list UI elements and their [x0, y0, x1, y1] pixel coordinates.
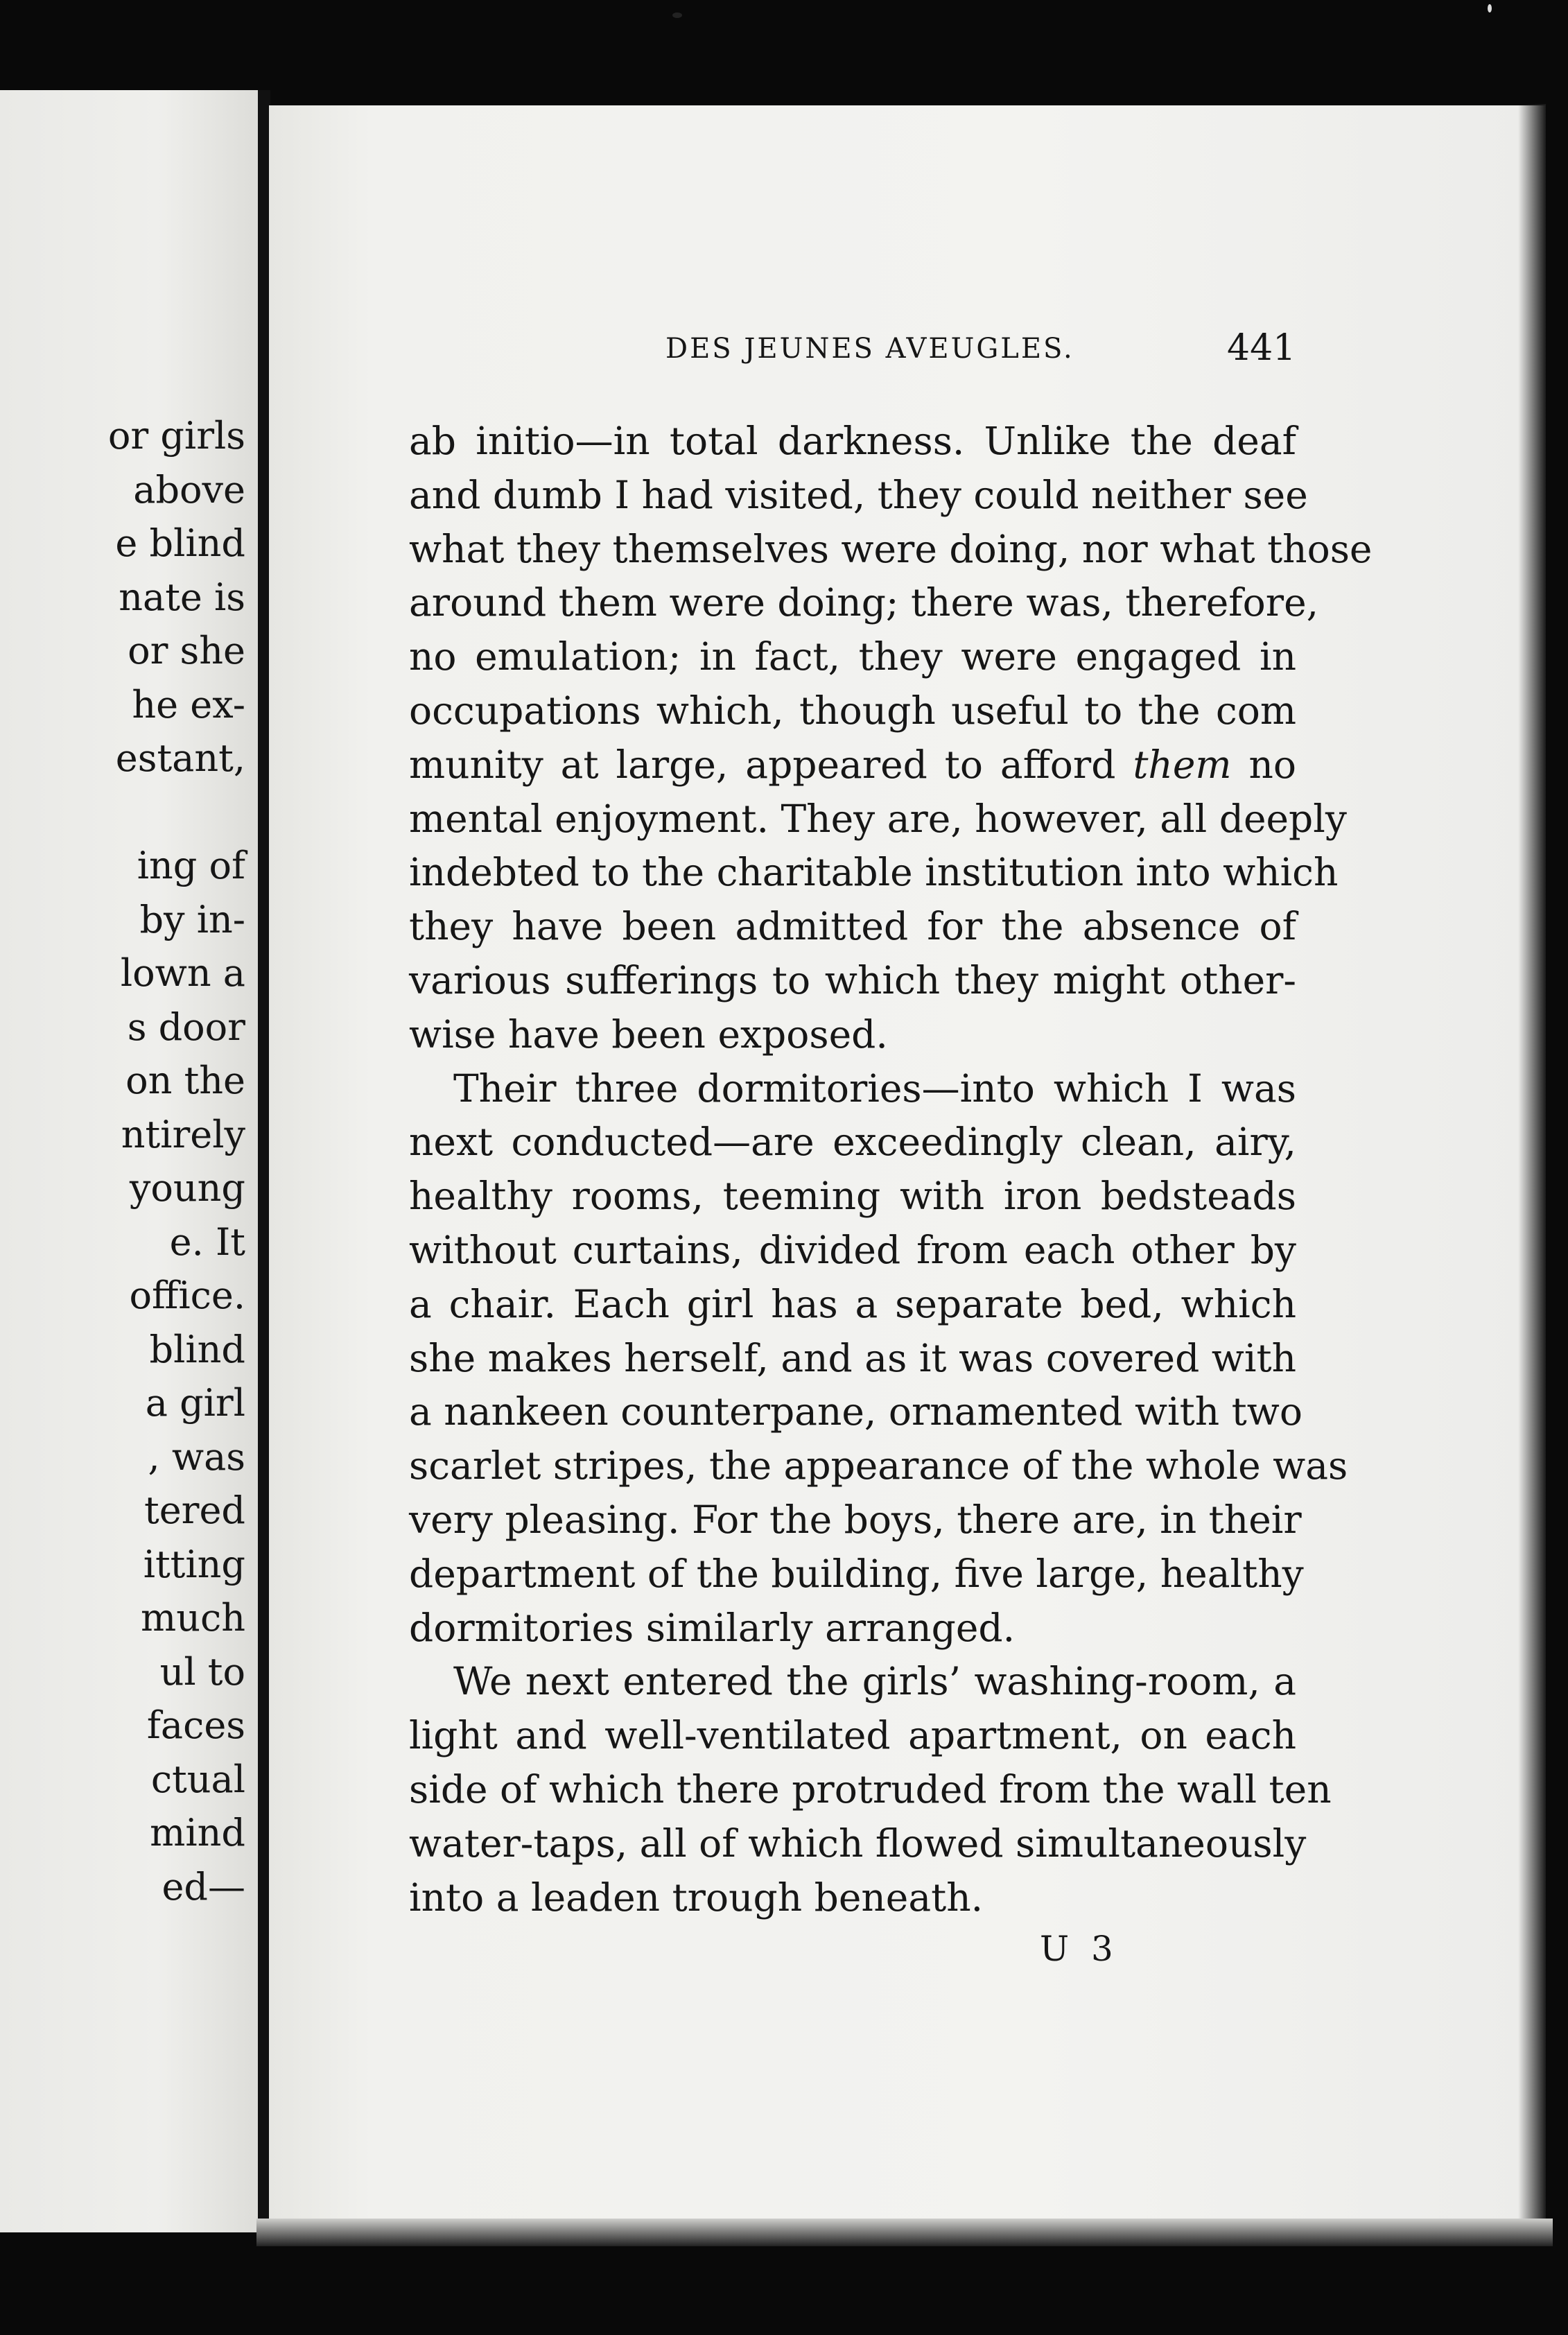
left-page-line: s door — [127, 1005, 245, 1049]
scan-speck — [672, 12, 682, 18]
left-page-fragment — [0, 90, 263, 2232]
left-page-line: above — [133, 467, 245, 512]
left-page-line: e blind — [115, 521, 245, 565]
text-line: wise have been exposed. — [409, 1012, 888, 1057]
text-line: around them were doing; there was, therefore, — [409, 580, 1319, 625]
text-line: without curtains, divided from each other by — [409, 1227, 1296, 1272]
left-page-line: mind — [150, 1811, 245, 1855]
left-page-line: ctual — [150, 1757, 245, 1801]
left-page-line — [108, 785, 245, 840]
left-page-line: on the — [125, 1059, 245, 1102]
text-line: department of the building, five large, healthy — [409, 1551, 1304, 1596]
left-page-line: ing of — [137, 844, 245, 887]
left-page-line: lown a — [120, 951, 245, 995]
left-page-line: office. — [129, 1274, 245, 1317]
paragraph — [409, 1655, 1332, 1925]
text-line: into a leaden trough beneath. — [409, 1875, 984, 1920]
text-line: what they themselves were doing, nor what those — [409, 526, 1373, 571]
text-line: they have been admitted for the absence of — [409, 904, 1296, 949]
text-line: indebted to the charitable institution into which — [409, 850, 1339, 895]
text-line: she makes herself, and as it was covered with — [409, 1335, 1296, 1380]
text-line: light and well-ventilated apartment, on each — [409, 1713, 1296, 1758]
left-page-line: a girl — [145, 1381, 245, 1425]
left-page-line: estant, — [115, 736, 245, 780]
left-page-line: or girls — [107, 414, 245, 458]
page-bottom-shadow — [256, 2219, 1553, 2246]
text-line: very pleasing. For the boys, there are, in their — [409, 1497, 1302, 1542]
scan-speck — [1488, 4, 1492, 12]
left-page-line: ul to — [159, 1649, 245, 1694]
text-line: a chair. Each girl has a separate bed, which — [409, 1281, 1296, 1326]
left-page-text — [108, 409, 245, 1913]
running-head: DES JEUNES AVEUGLES. — [665, 333, 1074, 365]
left-page-line: or she — [128, 629, 245, 672]
page-number: 441 — [1227, 327, 1296, 369]
text-line: healthy rooms, teeming with iron bedsteads — [409, 1174, 1296, 1219]
left-page-line: young — [129, 1166, 245, 1210]
text-line: ab initio—in total darkness. Unlike the deaf — [409, 419, 1296, 463]
text-line: and dumb I had visited, they could neither see — [409, 472, 1308, 517]
signature-mark: U 3 — [1040, 1929, 1119, 1969]
text-line: Their three dormitories—into which I was — [453, 1066, 1296, 1111]
text-line: no emulation; in fact, they were engaged in — [409, 634, 1296, 679]
left-page-line: , was — [148, 1434, 245, 1479]
left-page-line: e. It — [169, 1219, 245, 1264]
left-page-line: by in- — [139, 897, 245, 941]
text-line: water-taps, all of which flowed simultaneously — [409, 1821, 1307, 1866]
paragraph — [409, 1062, 1348, 1656]
body-text — [409, 415, 1373, 1925]
left-page-line: much — [140, 1596, 245, 1640]
left-page-line: ntirely — [121, 1112, 245, 1156]
text-line: a nankeen counterpane, ornamented with two — [409, 1389, 1303, 1434]
text-line: munity at large, appeared to afford them no — [409, 742, 1296, 787]
left-page-line: blind — [149, 1327, 245, 1371]
page-edge-shadow — [1518, 104, 1546, 2232]
left-page-line: tered — [144, 1488, 245, 1532]
left-page-line: itting — [143, 1542, 245, 1586]
text-line: scarlet stripes, the appearance of the whole was — [409, 1443, 1348, 1488]
left-page-line: faces — [146, 1703, 245, 1747]
text-line: occupations which, though useful to the com — [409, 688, 1296, 733]
paragraph — [409, 415, 1373, 1062]
text-line: side of which there protruded from the wall ten — [409, 1767, 1332, 1812]
left-page-line: he ex- — [132, 682, 245, 727]
text-line: next conducted—are exceedingly clean, airy, — [409, 1120, 1296, 1165]
left-page-line: ed— — [162, 1864, 245, 1909]
text-line: various sufferings to which they might other- — [409, 957, 1296, 1002]
text-line: dormitories similarly arranged. — [409, 1605, 1016, 1650]
text-line: We next entered the girls’ washing-room, a — [453, 1659, 1296, 1704]
left-page-line: nate is — [119, 575, 245, 619]
text-line: mental enjoyment. They are, however, all deeply — [409, 796, 1347, 841]
